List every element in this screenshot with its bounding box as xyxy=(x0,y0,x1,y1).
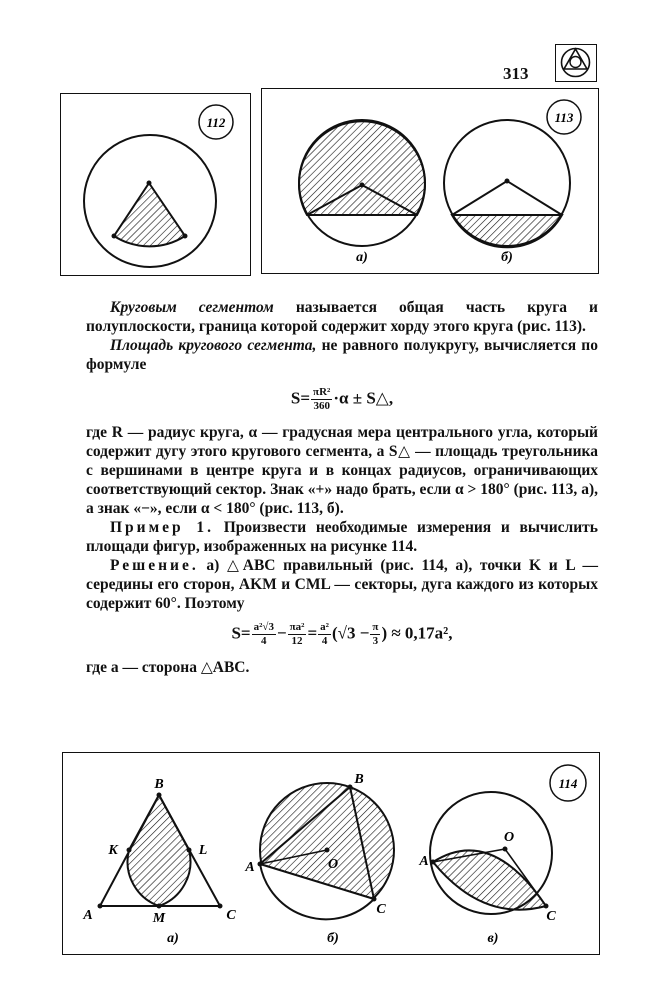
fraction-denominator: 4 xyxy=(321,635,328,647)
fraction-denominator: 3 xyxy=(372,635,379,647)
paragraph-side-note: где a — сторона △ABC. xyxy=(86,659,250,676)
formula-fraction xyxy=(311,386,332,413)
paragraph-where: где R — радиус круга, α — градусная мера центрального угла, который содержит дугу этого кругового сегмента, а S△ — площадь треугольника с вершинами в центре круга и в концах радиусов, ограничивающих соответствующий сектор. Знак «+» надо брать, если α > 180° (рис. 113, а), а знак «−», если α < 180° (рис. 113, б). xyxy=(86,424,598,517)
circle-triangle-icon xyxy=(556,45,595,80)
formula-fraction xyxy=(252,621,276,648)
point-label: L xyxy=(198,843,208,858)
figure-112 xyxy=(60,93,251,276)
paragraph-segment-area xyxy=(86,336,598,374)
fraction-numerator: a²√3 xyxy=(253,621,274,633)
point-label: A xyxy=(83,908,93,923)
term-segment-area: Площадь кругового сегмента, xyxy=(110,337,317,354)
formula-part: S= xyxy=(231,623,251,643)
body-text xyxy=(86,298,598,677)
point-label: A xyxy=(245,860,255,875)
point-label: M xyxy=(152,911,166,926)
figure-113-number: 113 xyxy=(554,110,574,125)
fraction-numerator: πR² xyxy=(313,386,331,398)
term-circular-segment: Круговым сегментом xyxy=(110,299,274,316)
formula-fraction xyxy=(318,621,331,648)
paragraph-example xyxy=(86,518,598,556)
fraction-denominator: 360 xyxy=(313,400,330,412)
fraction-numerator: πa² xyxy=(289,621,305,633)
fraction-numerator: a² xyxy=(320,621,329,633)
paragraph-solution xyxy=(86,556,598,613)
figure-114 xyxy=(62,752,600,955)
paragraph-text: а) △ABC правильный (рис. 114, а), точки K и L — середины его сторон, AKM и CML — секторы, дуга каждого из которых содержит 60°. Поэтому xyxy=(86,557,598,612)
formula-solution xyxy=(86,621,598,648)
point-label: B xyxy=(354,772,364,787)
paragraph-text: называется общая часть круга и полуплоскости, граница которой содержит хорду этого круга (рис. 113). xyxy=(86,299,598,335)
formula-segment-area xyxy=(86,386,598,413)
formula-part: ·α ± S△, xyxy=(333,388,394,408)
figure-113-label-a: а) xyxy=(356,250,368,265)
point-label: C xyxy=(226,908,236,923)
figure-114-number: 114 xyxy=(558,776,578,791)
paragraph-text: Произвести необходимые измерения и вычислить площади фигур, изображенных на рисунке 114. xyxy=(86,519,598,555)
example-heading: Пример 1. xyxy=(110,519,214,536)
point-label: C xyxy=(376,902,386,917)
formula-part: (√3 − xyxy=(331,623,370,643)
point-label: K xyxy=(108,843,118,858)
formula-fraction xyxy=(288,621,307,648)
point-label: O xyxy=(503,830,515,845)
figure-113-label-b: б) xyxy=(501,250,513,265)
figure-112-drawing xyxy=(61,94,249,274)
figure-114-label-a: а) xyxy=(167,931,179,946)
formula-fraction xyxy=(370,621,380,648)
figure-114-label-b: б) xyxy=(327,931,339,946)
point-label: B xyxy=(154,777,164,792)
solution-heading: Решение. xyxy=(110,557,199,574)
chapter-logo xyxy=(555,44,597,82)
figure-114-label-c: в) xyxy=(487,931,499,946)
fraction-denominator: 4 xyxy=(261,635,267,647)
figure-113 xyxy=(261,88,599,274)
point-label: O xyxy=(327,857,339,872)
page-number: 313 xyxy=(503,64,529,83)
figure-114-drawing xyxy=(63,753,598,953)
formula-part: = xyxy=(307,623,318,643)
point-label: C xyxy=(546,909,556,924)
figure-112-number: 112 xyxy=(206,115,226,130)
fraction-denominator: 12 xyxy=(291,635,303,647)
formula-part: ) ≈ 0,17a², xyxy=(381,623,453,643)
paragraph-segment-definition xyxy=(86,298,598,336)
point-label: A xyxy=(419,854,429,869)
fraction-numerator: π xyxy=(372,621,379,633)
formula-part: S= xyxy=(290,388,311,408)
figure-113-drawing xyxy=(262,89,597,272)
formula-part: − xyxy=(276,623,287,643)
paragraph-text: не равного полукругу, вычисляется по формуле xyxy=(86,337,598,373)
